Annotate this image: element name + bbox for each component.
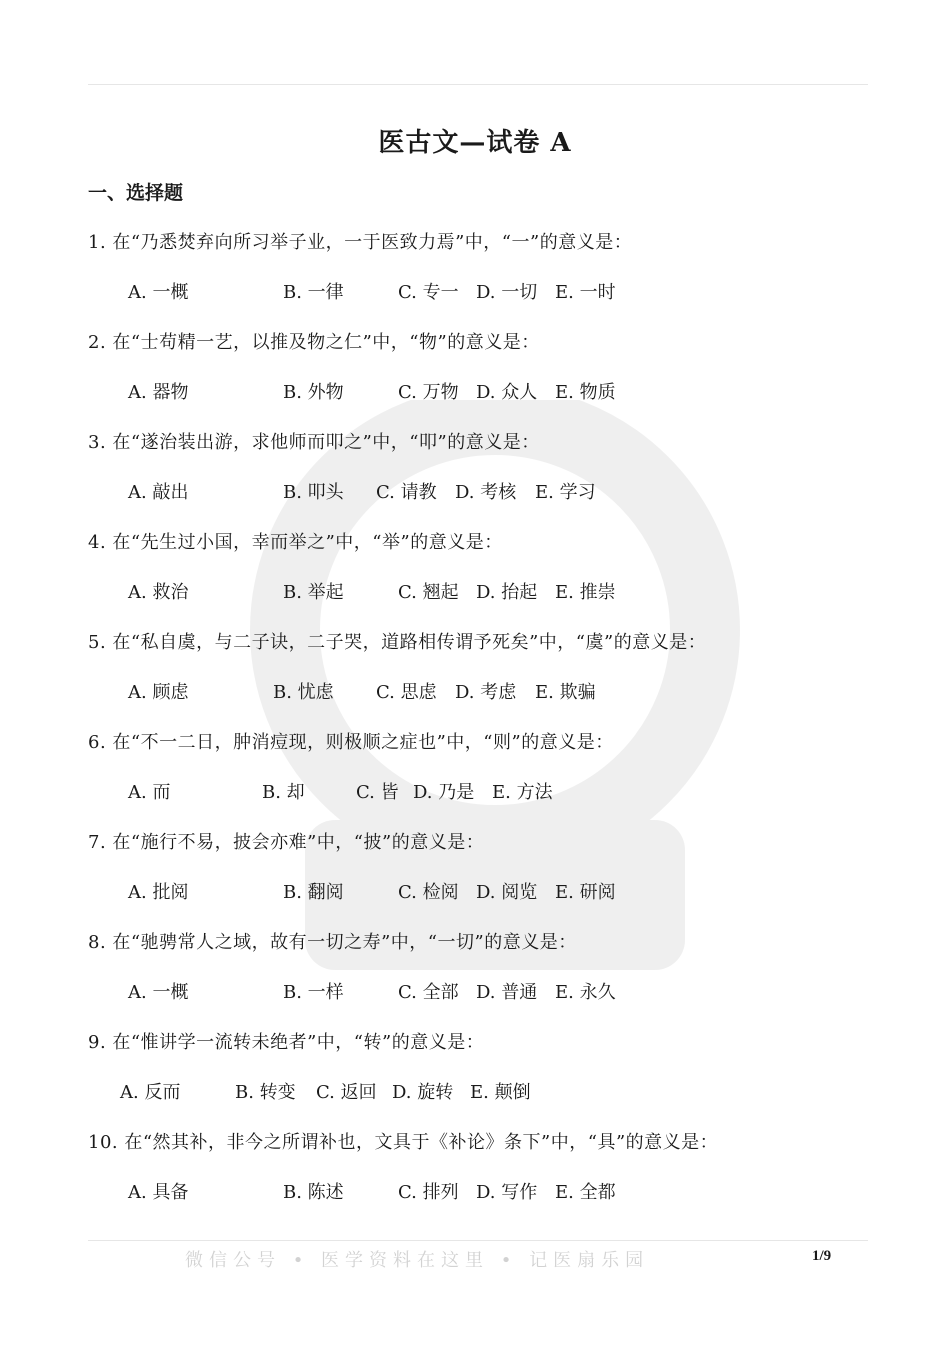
answer-option: D. 考核 xyxy=(455,482,517,503)
answer-option: A. 具备 xyxy=(128,1182,189,1203)
answer-option: A. 批阅 xyxy=(128,882,189,903)
question-stem: 10. 在“然其补，非今之所谓补也，文具于《补论》条下”中，“具”的意义是： xyxy=(88,1132,719,1153)
answer-option: D. 阅览 xyxy=(476,882,538,903)
question-stem: 4. 在“先生过小国，幸而举之”中，“举”的意义是： xyxy=(88,532,503,553)
answer-option: E. 全都 xyxy=(555,1182,616,1203)
answer-option: B. 一律 xyxy=(283,282,344,303)
answer-option: C. 全部 xyxy=(398,982,459,1003)
answer-option: B. 翻阅 xyxy=(283,882,344,903)
answer-option: A. 敲出 xyxy=(128,482,189,503)
answer-option: C. 翘起 xyxy=(398,582,459,603)
page-title: 医古文—试卷 A xyxy=(378,128,572,158)
answer-option: D. 写作 xyxy=(476,1182,538,1203)
page-number: 1/9 xyxy=(812,1248,832,1264)
question-stem: 1. 在“乃悉焚弃向所习举子业，一于医致力焉”中，“一”的意义是： xyxy=(88,232,633,253)
question-stem: 6. 在“不一二日，肿消痘现，则极顺之症也”中，“则”的意义是： xyxy=(88,732,614,753)
question-stem: 8. 在“驰骋常人之域，故有一切之寿”中，“一切”的意义是： xyxy=(88,932,577,953)
answer-option: E. 学习 xyxy=(535,482,596,503)
answer-option: A. 反而 xyxy=(120,1082,181,1103)
answer-option: B. 忧虑 xyxy=(273,682,334,703)
answer-option: C. 排列 xyxy=(398,1182,459,1203)
answer-option: A. 器物 xyxy=(128,382,189,403)
answer-option: C. 思虑 xyxy=(376,682,437,703)
answer-option: A. 一概 xyxy=(128,282,189,303)
question-stem: 7. 在“施行不易，披会亦难”中，“披”的意义是： xyxy=(88,832,485,853)
answer-option: D. 乃是 xyxy=(413,782,475,803)
answer-option: D. 抬起 xyxy=(476,582,538,603)
answer-option: E. 推崇 xyxy=(555,582,616,603)
answer-option: D. 考虑 xyxy=(455,682,517,703)
answer-option: B. 举起 xyxy=(283,582,344,603)
question-stem: 5. 在“私自虞，与二子诀，二子哭，道路相传谓予死矣”中，“虞”的意义是： xyxy=(88,632,707,653)
answer-option: E. 颠倒 xyxy=(470,1082,531,1103)
answer-option: C. 返回 xyxy=(316,1082,377,1103)
question-stem: 9. 在“惟讲学一流转未绝者”中，“转”的意义是： xyxy=(88,1032,485,1053)
answer-option: E. 一时 xyxy=(555,282,616,303)
answer-option: A. 一概 xyxy=(128,982,189,1003)
answer-option: B. 一样 xyxy=(283,982,344,1003)
answer-option: B. 叩头 xyxy=(283,482,344,503)
answer-option: C. 万物 xyxy=(398,382,459,403)
header-divider xyxy=(88,84,868,85)
answer-option: B. 外物 xyxy=(283,382,344,403)
answer-option: B. 陈述 xyxy=(283,1182,344,1203)
question-stem: 2. 在“士苟精一艺，以推及物之仁”中，“物”的意义是： xyxy=(88,332,540,353)
answer-option: A. 顾虑 xyxy=(128,682,189,703)
answer-option: C. 检阅 xyxy=(398,882,459,903)
answer-option: E. 方法 xyxy=(492,782,553,803)
answer-option: C. 请教 xyxy=(376,482,437,503)
question-stem: 3. 在“遂治装出游，求他师而叩之”中，“叩”的意义是： xyxy=(88,432,540,453)
answer-option: E. 欺骗 xyxy=(535,682,596,703)
answer-option: E. 永久 xyxy=(555,982,616,1003)
answer-option: C. 皆 xyxy=(356,782,399,803)
answer-option: E. 物质 xyxy=(555,382,616,403)
answer-option: E. 研阅 xyxy=(555,882,616,903)
footer-divider xyxy=(88,1240,868,1241)
answer-option: A. 而 xyxy=(128,782,171,803)
section-heading: 一、选择题 xyxy=(88,182,184,204)
answer-option: D. 一切 xyxy=(476,282,538,303)
answer-option: B. 转变 xyxy=(235,1082,296,1103)
answer-option: D. 旋转 xyxy=(392,1082,454,1103)
answer-option: D. 众人 xyxy=(476,382,538,403)
answer-option: C. 专一 xyxy=(398,282,459,303)
footer-watermark-text: 微信公号 • 医学资料在这里 • 记医扇乐园 xyxy=(185,1250,650,1271)
answer-option: D. 普通 xyxy=(476,982,538,1003)
answer-option: B. 却 xyxy=(262,782,305,803)
answer-option: A. 救治 xyxy=(128,582,189,603)
